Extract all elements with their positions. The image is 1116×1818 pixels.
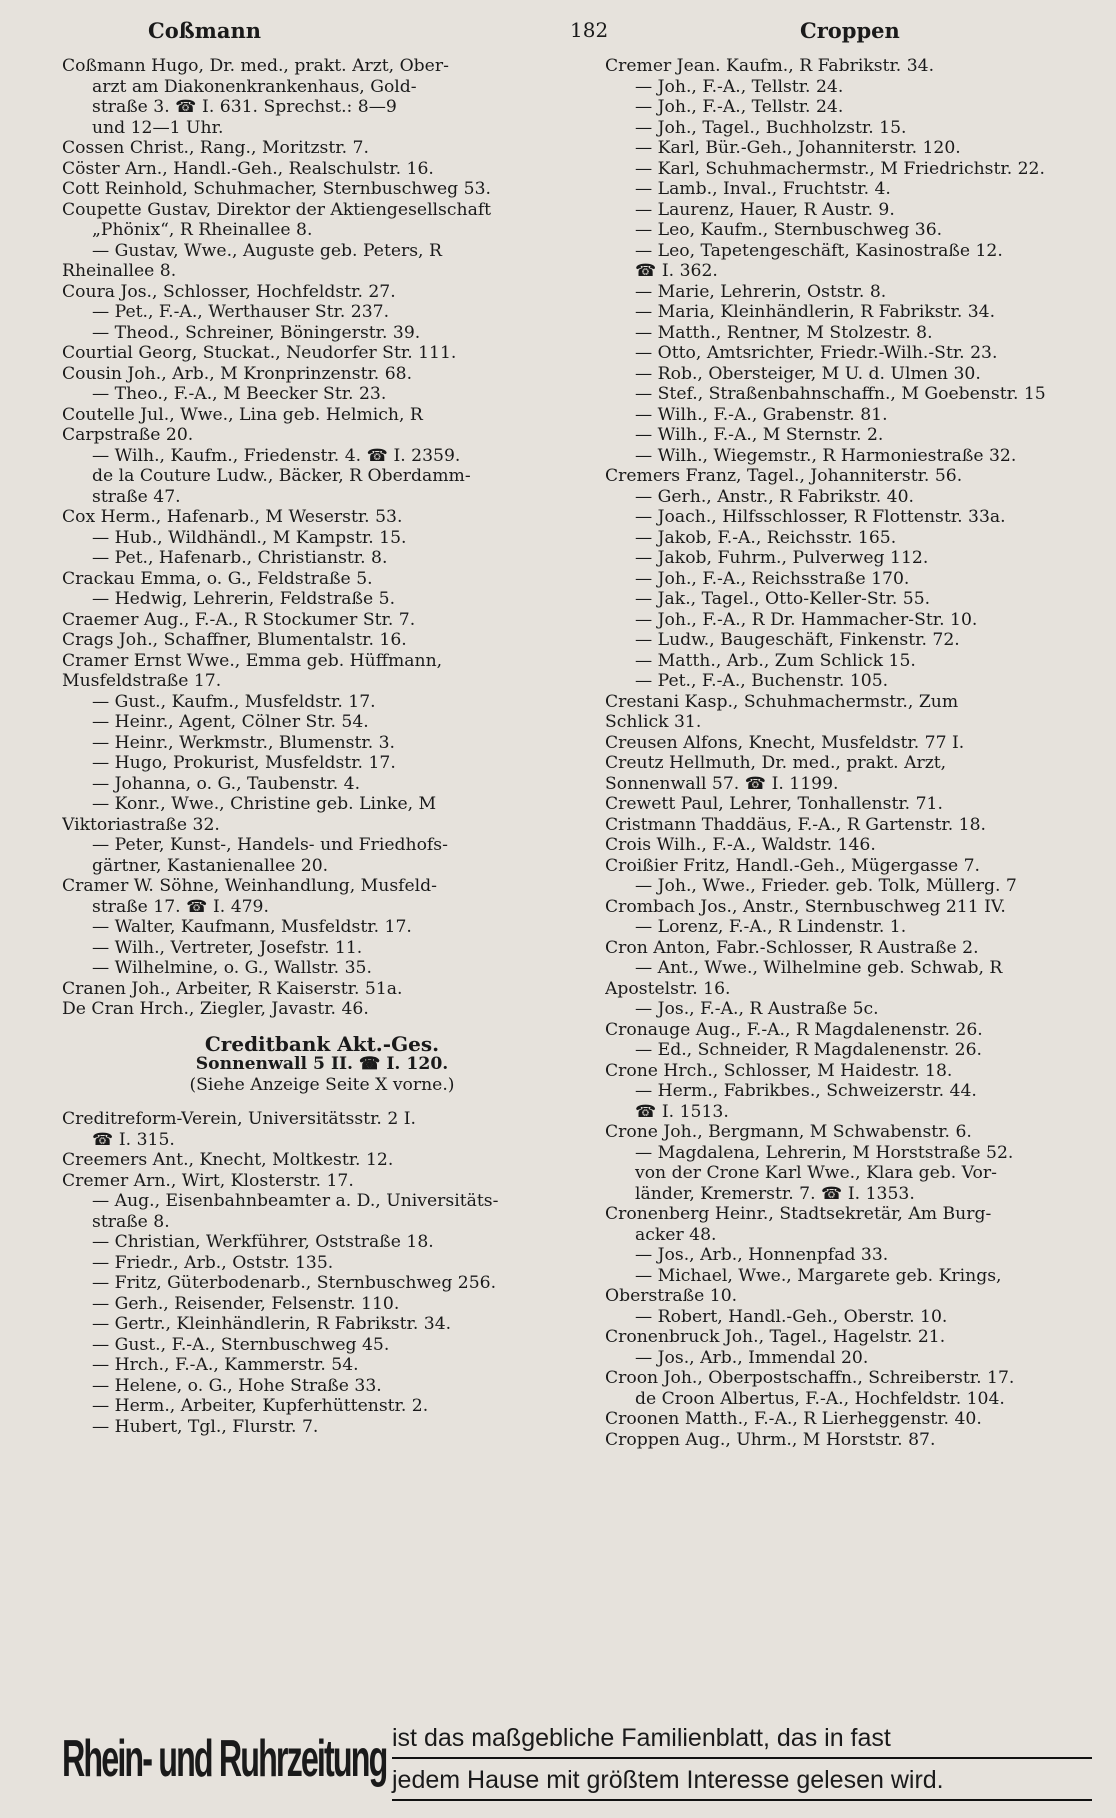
directory-entry: de la Couture Ludw., Bäcker, R Oberdamm- (92, 466, 471, 486)
directory-entry: — Ant., Wwe., Wilhelmine geb. Schwab, R (635, 958, 1003, 978)
left-entries-2 (62, 1109, 582, 1437)
directory-entry: Coupette Gustav, Direktor der Aktiengesellschaft (62, 199, 492, 220)
directory-entry: — Joh., F.-A., Reichsstraße 170. (635, 568, 910, 589)
directory-entry: — Gustav, Wwe., Auguste geb. Peters, R (92, 240, 442, 261)
directory-entry: Carpstraße 20. (62, 425, 194, 445)
directory-entry: — Konr., Wwe., Christine geb. Linke, M (92, 794, 437, 814)
directory-entry: Croon Joh., Oberpostschaffn., Schreiberstr. 17. (605, 1368, 1015, 1388)
directory-entry: arzt am Diakonenkrankenhaus, Gold- (92, 76, 417, 97)
directory-entry: straße 8. (92, 1211, 170, 1232)
right-entries (605, 56, 1105, 1450)
directory-entry: — Jakob, Fuhrm., Pulverweg 112. (635, 548, 929, 568)
directory-entry: Creusen Alfons, Knecht, Musfeldstr. 77 I. (605, 732, 965, 753)
directory-entry: — Leo, Kaufm., Sternbuschweg 36. (635, 220, 943, 240)
right-column (605, 56, 1105, 1450)
directory-entry: — Pet., Hafenarb., Christianstr. 8. (92, 548, 388, 568)
directory-entry: Courtial Georg, Stuckat., Neudorfer Str. 111. (62, 343, 457, 363)
directory-entry: — Theod., Schreiner, Böningerstr. 39. (92, 322, 421, 343)
directory-entry: — Joach., Hilfsschlosser, R Flottenstr. 33a. (635, 507, 1006, 527)
directory-entry: ☎ I. 1513. (635, 1101, 729, 1122)
directory-entry: länder, Kremerstr. 7. ☎ I. 1353. (635, 1183, 915, 1204)
directory-entry: — Aug., Eisenbahnbeamter a. D., Universitäts- (92, 1191, 499, 1211)
directory-entry: Crackau Emma, o. G., Feldstraße 5. (62, 568, 373, 589)
directory-entry: Coura Jos., Schlosser, Hochfeldstr. 27. (62, 281, 396, 302)
directory-entry: — Ludw., Baugeschäft, Finkenstr. 72. (635, 630, 960, 650)
directory-entry: gärtner, Kastanienallee 20. (92, 855, 329, 876)
directory-entry: Crags Joh., Schaffner, Blumentalstr. 16. (62, 630, 407, 650)
directory-entry: — Wilh., Wiegemstr., R Harmoniestraße 32. (635, 445, 1017, 466)
directory-entry: Cron Anton, Fabr.-Schlosser, R Austraße 2. (605, 937, 979, 958)
directory-entry: — Friedr., Arb., Oststr. 135. (92, 1252, 334, 1273)
directory-entry: Oberstraße 10. (605, 1286, 738, 1306)
directory-entry: de Croon Albertus, F.-A., Hochfeldstr. 104. (635, 1388, 1005, 1409)
directory-entry: — Gust., F.-A., Sternbuschweg 45. (92, 1334, 390, 1355)
header-right: Croppen (800, 18, 900, 43)
directory-entry: — Herm., Arbeiter, Kupferhüttenstr. 2. (92, 1396, 429, 1416)
directory-entry: — Wilh., F.-A., M Sternstr. 2. (635, 425, 884, 445)
directory-entry: — Hub., Wildhändl., M Kampstr. 15. (92, 527, 407, 548)
ad-brand: Rhein- und Ruhrzeitung (62, 1730, 387, 1788)
directory-entry: — Jakob, F.-A., Reichsstr. 165. (635, 527, 897, 548)
directory-entry: von der Crone Karl Wwe., Klara geb. Vor- (635, 1163, 997, 1183)
directory-entry: — Fritz, Güterbodenarb., Sternbuschweg 256. (92, 1273, 497, 1293)
creditbank-address: Sonnenwall 5 II. ☎ I. 120. (195, 1054, 449, 1074)
directory-entry: — Christian, Werkführer, Oststraße 18. (92, 1232, 434, 1252)
directory-entry: straße 17. ☎ I. 479. (92, 896, 269, 917)
newspaper-ad (62, 1716, 1102, 1806)
directory-entry: Cramer Ernst Wwe., Emma geb. Hüffmann, (62, 650, 443, 671)
directory-entry: — Matth., Rentner, M Stolzestr. 8. (635, 322, 933, 343)
directory-entry: — Joh., Tagel., Buchholzstr. 15. (635, 117, 907, 138)
directory-entry: Craemer Aug., F.-A., R Stockumer Str. 7. (62, 609, 416, 630)
directory-entry: „Phönix“, R Rheinallee 8. (92, 220, 313, 240)
directory-entry: Croonen Matth., F.-A., R Lierheggenstr. 40. (605, 1409, 982, 1429)
directory-entry: — Helene, o. G., Hohe Straße 33. (92, 1375, 382, 1396)
directory-entry: Cott Reinhold, Schuhmacher, Sternbuschweg 53. (62, 179, 491, 199)
directory-entry: — Herm., Fabrikbes., Schweizerstr. 44. (635, 1081, 977, 1101)
directory-entry: Coßmann Hugo, Dr. med., prakt. Arzt, Ober- (62, 56, 449, 76)
directory-entry: Croppen Aug., Uhrm., M Horststr. 87. (605, 1429, 936, 1450)
directory-entry: Crestani Kasp., Schuhmachermstr., Zum (605, 691, 959, 712)
directory-entry: Cöster Arn., Handl.-Geh., Realschulstr. 16. (62, 158, 434, 179)
directory-entry: — Gerh., Reisender, Felsenstr. 110. (92, 1293, 400, 1314)
directory-entry: — Pet., F.-A., Werthauser Str. 237. (92, 302, 390, 322)
directory-entry: Cramer W. Söhne, Weinhandlung, Musfeld- (62, 876, 437, 896)
directory-entry: — Otto, Amtsrichter, Friedr.-Wilh.-Str. 23. (635, 343, 998, 363)
directory-entry: straße 47. (92, 486, 181, 507)
directory-entry: — Wilh., Vertreter, Josefstr. 11. (92, 937, 363, 958)
directory-entry: — Wilh., F.-A., Grabenstr. 81. (635, 404, 888, 425)
directory-entry: — Gerh., Anstr., R Fabrikstr. 40. (635, 486, 915, 507)
directory-entry: — Heinr., Werkmstr., Blumenstr. 3. (92, 732, 396, 753)
directory-entry: Cousin Joh., Arb., M Kronprinzenstr. 68. (62, 363, 413, 384)
directory-entry: — Matth., Arb., Zum Schlick 15. (635, 650, 916, 671)
directory-entry: acker 48. (635, 1224, 717, 1245)
directory-entry: Viktoriastraße 32. (62, 814, 220, 835)
directory-entry: Cranen Joh., Arbeiter, R Kaiserstr. 51a. (62, 978, 403, 999)
directory-entry: Crone Hrch., Schlosser, M Haidestr. 18. (605, 1060, 953, 1081)
directory-entry: Cremer Arn., Wirt, Klosterstr. 17. (62, 1170, 354, 1191)
directory-entry: Cronenberg Heinr., Stadtsekretär, Am Burg- (605, 1204, 992, 1224)
directory-entry: — Gertr., Kleinhändlerin, R Fabrikstr. 34. (92, 1314, 452, 1334)
left-entries (62, 56, 582, 1020)
directory-entry: ☎ I. 362. (635, 261, 718, 281)
directory-entry: De Cran Hrch., Ziegler, Javastr. 46. (62, 999, 369, 1019)
directory-entry: — Jos., Arb., Immendal 20. (635, 1347, 869, 1368)
directory-entry: — Hugo, Prokurist, Musfeldstr. 17. (92, 753, 396, 773)
directory-entry: — Stef., Straßenbahnschaffn., M Goebenstr. 15 (635, 384, 1046, 404)
directory-entry: — Wilh., Kaufm., Friedenstr. 4. ☎ I. 2359. (92, 445, 461, 466)
directory-entry: und 12—1 Uhr. (92, 117, 224, 138)
directory-entry: — Heinr., Agent, Cölner Str. 54. (92, 712, 369, 732)
directory-entry: — Jak., Tagel., Otto-Keller-Str. 55. (635, 589, 931, 609)
directory-entry: Schlick 31. (605, 712, 702, 732)
directory-entry: Crois Wilh., F.-A., Waldstr. 146. (605, 835, 876, 855)
directory-entry: Crombach Jos., Anstr., Sternbuschweg 211 IV. (605, 896, 1006, 917)
directory-entry: Coutelle Jul., Wwe., Lina geb. Helmich, R (62, 404, 423, 425)
directory-entry: Cronenbruck Joh., Tagel., Hagelstr. 21. (605, 1327, 946, 1347)
header-left: Coßmann (148, 18, 262, 43)
directory-entry: Croißier Fritz, Handl.-Geh., Mügergasse 7. (605, 855, 980, 876)
directory-entry: — Marie, Lehrerin, Oststr. 8. (635, 281, 887, 302)
directory-entry: — Karl, Bür.-Geh., Johanniterstr. 120. (635, 138, 961, 158)
directory-entry: — Joh., F.-A., Tellstr. 24. (635, 97, 844, 117)
directory-entry: ☎ I. 315. (92, 1129, 175, 1150)
directory-entry: — Michael, Wwe., Margarete geb. Krings, (635, 1265, 1002, 1286)
directory-entry: Cremer Jean. Kaufm., R Fabrikstr. 34. (605, 56, 935, 76)
ad-line-2: jedem Hause mit größtem Interesse gelesen wird. (392, 1766, 1092, 1801)
directory-entry: Sonnenwall 57. ☎ I. 1199. (605, 773, 839, 794)
directory-entry: Creditreform-Verein, Universitätsstr. 2 I. (62, 1109, 416, 1129)
directory-entry: — Jos., F.-A., R Austraße 5c. (635, 999, 879, 1019)
directory-entry: — Ed., Schneider, R Magdalenenstr. 26. (635, 1040, 983, 1060)
directory-entry: Cronauge Aug., F.-A., R Magdalenenstr. 26. (605, 1019, 983, 1040)
directory-entry: — Laurenz, Hauer, R Austr. 9. (635, 199, 895, 220)
creditbank-title: Creditbank Akt.-Ges. (204, 1031, 440, 1056)
directory-entry: straße 3. ☎ I. 631. Sprechst.: 8—9 (92, 97, 397, 117)
directory-entry: Crone Joh., Bergmann, M Schwabenstr. 6. (605, 1122, 972, 1142)
directory-entry: — Karl, Schuhmachermstr., M Friedrichstr. 22. (635, 158, 1045, 179)
directory-entry: Creutz Hellmuth, Dr. med., prakt. Arzt, (605, 753, 947, 773)
directory-entry: — Theo., F.-A., M Beecker Str. 23. (92, 384, 387, 404)
directory-entry: — Pet., F.-A., Buchenstr. 105. (635, 671, 889, 691)
directory-entry: Creemers Ant., Knecht, Moltkestr. 12. (62, 1150, 394, 1170)
directory-entry: — Wilhelmine, o. G., Wallstr. 35. (92, 958, 372, 978)
page-number: 182 (570, 18, 609, 42)
directory-entry: — Magdalena, Lehrerin, M Horststraße 52. (635, 1142, 1014, 1163)
directory-entry: Cristmann Thaddäus, F.-A., R Gartenstr. 18. (605, 814, 986, 835)
directory-entry: — Maria, Kleinhändlerin, R Fabrikstr. 34. (635, 302, 996, 322)
directory-entry: Cox Herm., Hafenarb., M Weserstr. 53. (62, 507, 403, 527)
directory-entry: Musfeldstraße 17. (62, 671, 222, 691)
directory-entry: — Hrch., F.-A., Kammerstr. 54. (92, 1355, 359, 1375)
directory-entry: Cremers Franz, Tagel., Johanniterstr. 56. (605, 466, 963, 486)
directory-entry: — Gust., Kaufm., Musfeldstr. 17. (92, 691, 376, 712)
directory-entry: — Leo, Tapetengeschäft, Kasinostraße 12. (635, 240, 1003, 261)
directory-entry: Cossen Christ., Rang., Moritzstr. 7. (62, 138, 369, 158)
directory-entry: — Johanna, o. G., Taubenstr. 4. (92, 773, 361, 794)
directory-entry: — Peter, Kunst-, Handels- und Friedhofs- (92, 835, 448, 855)
directory-entry: — Hedwig, Lehrerin, Feldstraße 5. (92, 589, 396, 609)
left-column (62, 56, 582, 1437)
directory-entry: — Hubert, Tgl., Flurstr. 7. (92, 1416, 319, 1437)
ad-line-1: ist das maßgebliche Familienblatt, das in fast (392, 1724, 1092, 1759)
creditbank-note: (Siehe Anzeige Seite X vorne.) (189, 1074, 455, 1095)
directory-entry: Crewett Paul, Lehrer, Tonhallenstr. 71. (605, 794, 943, 814)
directory-entry: Apostelstr. 16. (605, 978, 731, 999)
directory-entry: — Jos., Arb., Honnenpfad 33. (635, 1245, 889, 1265)
directory-entry: — Lamb., Inval., Fruchtstr. 4. (635, 179, 891, 199)
directory-entry: Rheinallee 8. (62, 261, 177, 281)
directory-entry: — Joh., F.-A., R Dr. Hammacher-Str. 10. (635, 609, 978, 630)
directory-entry: — Joh., Wwe., Frieder. geb. Tolk, Müllerg. 7 (635, 876, 1017, 896)
directory-entry: — Walter, Kaufmann, Musfeldstr. 17. (92, 917, 412, 937)
directory-entry: — Rob., Obersteiger, M U. d. Ulmen 30. (635, 363, 981, 384)
directory-entry: — Lorenz, F.-A., R Lindenstr. 1. (635, 917, 907, 937)
directory-entry: — Joh., F.-A., Tellstr. 24. (635, 76, 844, 97)
directory-entry: — Robert, Handl.-Geh., Oberstr. 10. (635, 1306, 948, 1327)
